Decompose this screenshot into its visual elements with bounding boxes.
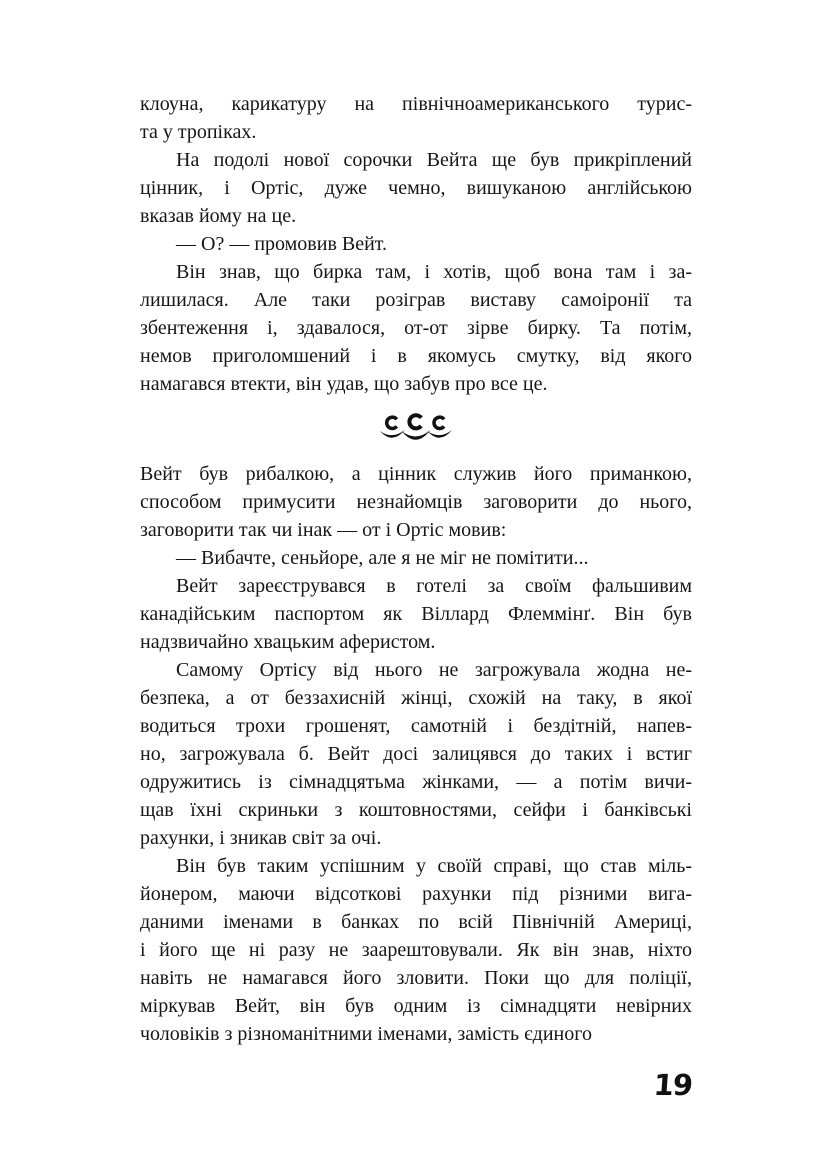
text-line: клоуна, карикатуру на північноамериканського турис- — [140, 93, 692, 115]
text-line: водиться трохи грошенят, самотній і бездітній, напев- — [140, 715, 692, 737]
text-section-top — [140, 90, 692, 398]
text-line: цінник, і Ортіс, дуже чемно, вишуканою англійською — [140, 177, 692, 199]
text-line: рахунки, і зникав світ за очі. — [140, 827, 382, 849]
text-line: — О? — промовив Вейт. — [176, 233, 388, 255]
text-line: Він був таким успішним у своїй справі, що став міль- — [176, 855, 692, 877]
text-line: йонером, маючи відсоткові рахунки під різними вига- — [140, 883, 692, 905]
text-line: і його ще ні разу не заарештовували. Як він знав, ніхто — [140, 939, 692, 961]
paragraph — [140, 230, 692, 258]
paragraph — [140, 90, 692, 146]
paragraph — [140, 852, 692, 1048]
paragraph — [140, 656, 692, 852]
text-column — [140, 90, 692, 1048]
text-line: навіть не намагався його зловити. Поки що для поліції, — [140, 967, 692, 989]
text-line: збентеження і, здавалося, от-от зірве бирку. Та потім, — [140, 317, 692, 339]
section-divider — [140, 413, 692, 445]
text-line: канадійським паспортом як Віллард Флеммінґ. Він був — [140, 603, 692, 625]
text-line: одружитись із сімнадцятьма жінками, — а потім вичи- — [140, 771, 692, 793]
text-line: заговорити так чи інак — от і Ортіс мовив: — [140, 519, 507, 541]
text-line: Вейт був рибалкою, а цінник служив його приманкою, — [140, 463, 692, 485]
paragraph — [140, 258, 692, 398]
page-number: 19 — [652, 1068, 694, 1102]
paragraph — [140, 460, 692, 544]
text-line: Вейт зареєструвався в готелі за своїм фальшивим — [176, 575, 692, 597]
paragraph — [140, 146, 692, 230]
text-line: та у тропіках. — [140, 121, 257, 143]
text-line: — Вибачте, сеньйоре, але я не міг не помітити... — [176, 547, 589, 569]
text-line: чоловіків з різноманітними іменами, замість єдиного — [140, 1023, 592, 1045]
text-line: намагався втекти, він удав, що забув про все це. — [140, 373, 548, 395]
text-line: надзвичайно хвацьким аферистом. — [140, 631, 436, 653]
text-line: безпека, а от беззахисній жінці, схожій на таку, в якої — [140, 687, 692, 709]
text-line: вказав йому на це. — [140, 205, 297, 227]
paragraph — [140, 572, 692, 656]
text-line: Він знав, що бирка там, і хотів, щоб вона там і за- — [176, 261, 692, 283]
text-line: немов приголомшений і в якомусь смутку, від якого — [140, 345, 692, 367]
text-line: способом примусити незнайомців заговорити до нього, — [140, 491, 692, 513]
text-line: міркував Вейт, він був одним із сімнадцяти невірних — [140, 995, 692, 1017]
paragraph — [140, 544, 692, 572]
text-line: даними іменами в банках по всій Північній Америці, — [140, 911, 692, 933]
text-line: лишилася. Але таки розіграв виставу самоіронії та — [140, 289, 692, 311]
text-line: но, загрожувала б. Вейт досі залицявся до таких і встиг — [140, 743, 692, 765]
text-line: Самому Ортісу від нього не загрожувала жодна не- — [176, 659, 692, 681]
text-line: На подолі нової сорочки Вейта ще був прикріплений — [176, 149, 692, 171]
text-line: щав їхні скриньки з коштовностями, сейфи і банківські — [140, 799, 692, 821]
wave-ornament-icon — [379, 413, 453, 445]
text-section-bottom — [140, 460, 692, 1048]
